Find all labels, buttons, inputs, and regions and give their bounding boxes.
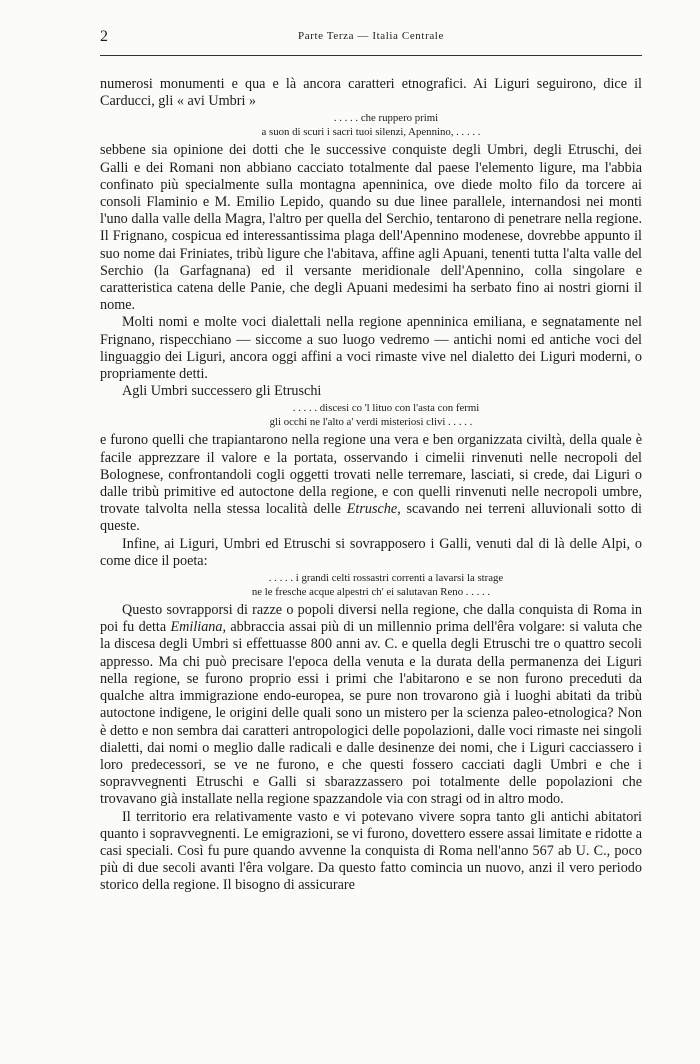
- verse-line: . . . . . i grandi celti rossastri correnti a lavarsi la strage: [268, 572, 504, 585]
- verse-line: gli occhi ne l'alto a' verdi misteriosi clivi . . . . .: [269, 415, 473, 428]
- paragraph-6: Infine, ai Liguri, Umbri ed Etruschi si sovrapposero i Galli, venuti dal di là delle Alpi, o come dice il poeta:: [100, 535, 642, 569]
- paragraph-7-text-end: , abbraccia assai più di un millennio prima dell'êra volgare: si valuta che la discesa degli Umbri si effettuasse 800 anni av. C. e quella degli Etruschi tre o quattro secoli appresso. Ma chi può precisare l'epoca della venuta e la durata della permanenza dei Liguri nella regione, se furono proprio essi i primi che l'abitarono e se non furono preceduti da qualche altra immigrazione endo-europea, se pure non trovarono già i luoghi abitati da tribù autoctone indigene, le origini delle quali sono un mistero per la scienza paleo-etnologica? Non è detto e non sembra dai caratteri antropologici delle popolazioni, dalle voci rimaste nei singoli dialetti, dai nomi o meglio dalle radicali e dalle desinenze dei nomi, che i Liguri cacciassero i loro predecessori, se ve ne furono, e che questi fossero cacciati dagli Umbri e che i sopravvegnenti Etruschi e Galli si sbarazzassero poi totalmente delle popolazioni che trovavano già installate nella regione spazzandole via con stragi od in altro modo.: [100, 619, 642, 808]
- paragraph-1: numerosi monumenti e qua e là ancora caratteri etnografici. Ai Liguri seguirono, dice il Carducci, gli « avi Umbri »: [100, 76, 642, 110]
- paragraph-2: sebbene sia opinione dei dotti che le successive conquiste degli Umbri, degli Etruschi, dei Galli e dei Romani non abbiano cacciato totalmente dal paese l'elemento ligure, ma l'abbia confinato più specialmente sulla montagna apenninica, ove diede molto filo da torcere ai consoli Flaminio e M. Emilio Lepido, quando su due linee parallele, internandosi nei monti l'uno dalla valle della Magra, l'altro per quella del Serchio, tentarono di penetrare nella regione. Il Frignano, cospicua ed interessantissima plaga dell'Apennino modenese, dovrebbe appunto il suo nome dai Friniates, tribù ligure che l'abitava, affine agli Apuani, tenenti tutta l'alta valle del Serchio (la Garfagnana) ed il versante meridionale dell'Apennino, colla singolare e caratteristica catena delle Panie, che degli Apuani medesimi ha serbato fino ai nostri giorni il nome.: [100, 142, 642, 314]
- italic-term: Etrusche: [346, 501, 398, 518]
- verse-quote-1: [100, 112, 642, 139]
- paragraph-5-text-end: , scavando nei terreni alluvionali sotto di queste.: [100, 501, 642, 535]
- paragraph-7: [100, 602, 642, 808]
- verse-line: . . . . . che ruppero primi: [333, 112, 439, 125]
- verse-quote-2: [100, 402, 642, 429]
- header-rule: [100, 55, 642, 56]
- verse-line: ne le fresche acque alpestri ch' ei salutavan Reno . . . . .: [251, 585, 491, 598]
- paragraph-7-text: Questo sovrapporsi di razze o popoli diversi nella regione, che dalla conquista di Roma in poi fu detta: [100, 602, 642, 636]
- italic-term: Emiliana: [170, 619, 223, 636]
- paragraph-3: Molti nomi e molte voci dialettali nella regione apenninica emiliana, e segnatamente nel Frignano, rispecchiano — siccome a suo luogo vedremo — antichi nomi ed antiche voci del linguaggio dei Liguri, ancora oggi affini a voci rimaste vive nel dialetto dei Liguri moderni, o propriamente detti.: [100, 314, 642, 383]
- running-title: Parte Terza — Italia Centrale: [298, 30, 444, 42]
- paragraph-4: Agli Umbri successero gli Etruschi: [122, 383, 322, 400]
- paragraph-5-text: e furono quelli che trapiantarono nella regione una vera e ben organizzata civiltà, della quale è facile apprezzare il valore e la portata, osservando i cimelii rinvenuti nelle necropoli del Bolognese, confrontandoli cogli oggetti trovati nelle terremare, lasciati, si crede, dai Liguri o dalle tribù primitive ed autoctone della regione, e con quelli rinvenuti nelle necropoli umbre, trovate talvolta nella stessa località delle: [100, 432, 642, 518]
- verse-line: . . . . . discesi co 'l lituo con l'asta con fermi: [292, 402, 480, 415]
- paragraph-5: [100, 432, 642, 535]
- verse-line: a suon di scuri i sacri tuoi silenzi, Apennino, . . . . .: [261, 125, 481, 138]
- paragraph-8: Il territorio era relativamente vasto e vi potevano vivere sopra tanto gli antichi abitatori quanto i sopravvegnenti. Le emigrazioni, se vi furono, dovettero essere assai limitate e ridotte a casi speciali. Così fu pure quando avvenne la conquista di Roma nell'anno 567 ab U. C., poco più di due secoli avanti l'êra volgare. Da questo fatto comincia un nuovo, anzi il vero periodo storico della regione. Il bisogno di assicurare: [100, 808, 642, 894]
- page-number: 2: [100, 28, 108, 45]
- page-header: [100, 28, 642, 50]
- verse-quote-3: [100, 572, 642, 599]
- page-body: [100, 76, 642, 895]
